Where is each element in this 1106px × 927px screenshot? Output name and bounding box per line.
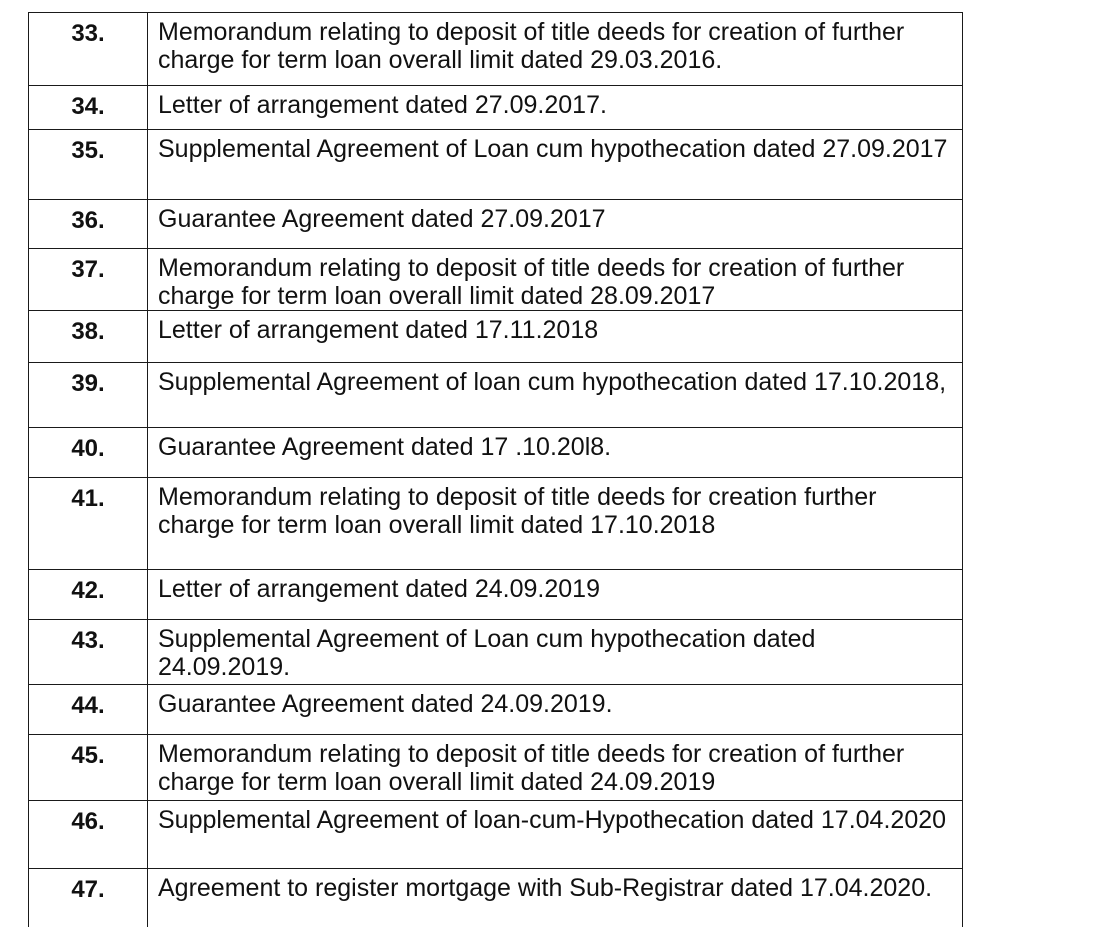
- row-number: 35.: [29, 130, 148, 200]
- row-description: Letter of arrangement dated 27.09.2017.: [148, 86, 963, 130]
- row-number: 36.: [29, 200, 148, 249]
- table-row: [29, 249, 963, 311]
- table-row: [29, 685, 963, 735]
- row-number: 45.: [29, 735, 148, 801]
- row-number: 47.: [29, 869, 148, 927]
- table-row: [29, 130, 963, 200]
- row-description: Letter of arrangement dated 17.11.2018: [148, 311, 963, 363]
- table-row: [29, 311, 963, 363]
- table-row: [29, 86, 963, 130]
- table-row: [29, 735, 963, 801]
- row-number: 39.: [29, 363, 148, 428]
- table-row: [29, 570, 963, 620]
- row-description: Memorandum relating to deposit of title deeds for creation of further charge for term loan overall limit dated 24.09.2019: [148, 735, 963, 801]
- row-description: Agreement to register mortgage with Sub-Registrar dated 17.04.2020.: [148, 869, 963, 927]
- row-description: Guarantee Agreement dated 24.09.2019.: [148, 685, 963, 735]
- row-number: 41.: [29, 478, 148, 570]
- row-number: 40.: [29, 428, 148, 478]
- row-description: Letter of arrangement dated 24.09.2019: [148, 570, 963, 620]
- row-description: Supplemental Agreement of loan-cum-Hypothecation dated 17.04.2020: [148, 801, 963, 869]
- row-description: Memorandum relating to deposit of title deeds for creation of further charge for term loan overall limit dated 29.03.2016.: [148, 13, 963, 86]
- row-description: Memorandum relating to deposit of title deeds for creation of further charge for term loan overall limit dated 28.09.2017: [148, 249, 963, 311]
- row-description: Guarantee Agreement dated 17 .10.20l8.: [148, 428, 963, 478]
- row-number: 34.: [29, 86, 148, 130]
- row-number: 46.: [29, 801, 148, 869]
- table-row: [29, 620, 963, 685]
- row-number: 37.: [29, 249, 148, 311]
- table-row: [29, 869, 963, 927]
- row-description: Guarantee Agreement dated 27.09.2017: [148, 200, 963, 249]
- row-description: Supplemental Agreement of loan cum hypothecation dated 17.10.2018,: [148, 363, 963, 428]
- row-number: 42.: [29, 570, 148, 620]
- row-number: 38.: [29, 311, 148, 363]
- row-number: 43.: [29, 620, 148, 685]
- row-number: 33.: [29, 13, 148, 86]
- table-row: [29, 801, 963, 869]
- row-number: 44.: [29, 685, 148, 735]
- row-description: Memorandum relating to deposit of title deeds for creation further charge for term loan overall limit dated 17.10.2018: [148, 478, 963, 570]
- table-row: [29, 363, 963, 428]
- documents-table: [28, 12, 963, 927]
- table-row: [29, 200, 963, 249]
- row-description: Supplemental Agreement of Loan cum hypothecation dated 27.09.2017: [148, 130, 963, 200]
- table-row: [29, 13, 963, 86]
- table-row: [29, 478, 963, 570]
- row-description: Supplemental Agreement of Loan cum hypothecation dated 24.09.2019.: [148, 620, 963, 685]
- table-row: [29, 428, 963, 478]
